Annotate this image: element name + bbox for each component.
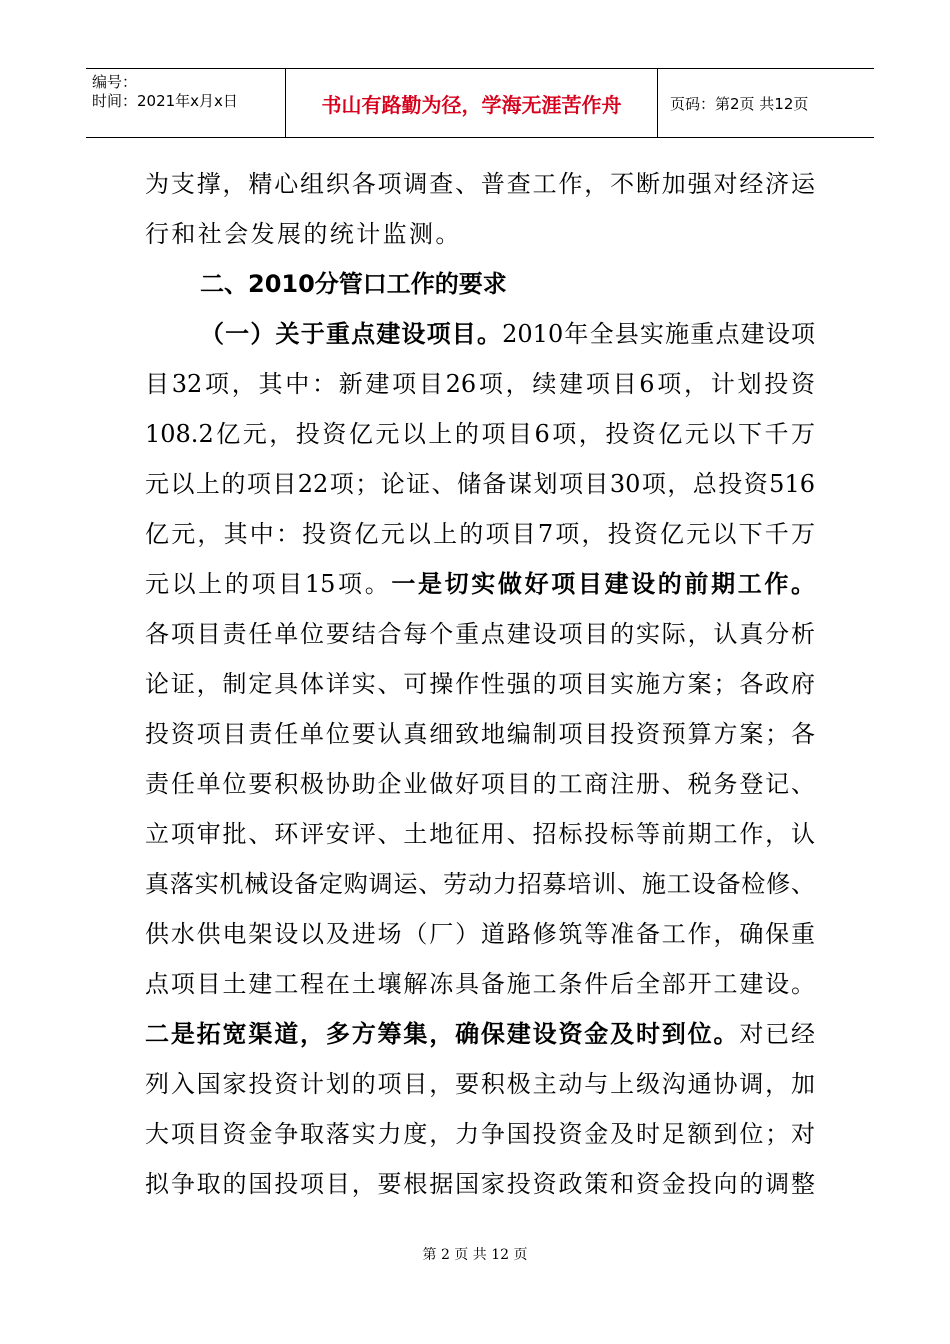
- text-span: 对已经: [739, 1020, 816, 1048]
- bold-point: 一是切实做好项目建设的前期工作。: [391, 570, 816, 598]
- text-span: 2010年全县实施重点建设项: [502, 320, 816, 348]
- text-line: [200, 318, 815, 350]
- text-line: 元以上的项目22项；论证、储备谋划项目30项，总投资516: [145, 470, 815, 498]
- text-line: 真落实机械设备定购调运、劳动力招募培训、施工设备检修、: [145, 870, 815, 898]
- text-line: 各项目责任单位要结合每个重点建设项目的实际，认真分析: [145, 620, 815, 648]
- section-heading: 二、2010分管口工作的要求: [200, 270, 507, 298]
- text-line: [145, 1018, 815, 1050]
- header-number-label: 编号：: [92, 73, 138, 91]
- header-page-label: 页码：第2页 共12页: [670, 94, 809, 113]
- text-span: 元以上的项目15项。: [145, 570, 392, 598]
- text-line: 目32项，其中：新建项目26项，续建项目6项，计划投资: [145, 370, 815, 398]
- header-date-label: 时间：2021年x月x日: [92, 92, 238, 110]
- text-line: 亿元，其中：投资亿元以上的项目7项，投资亿元以下千万: [145, 520, 815, 548]
- text-line: 拟争取的国投项目，要根据国家投资政策和资金投向的调整: [145, 1170, 815, 1198]
- text-line: [145, 568, 815, 600]
- text-line: 立项审批、环评安评、土地征用、招标投标等前期工作，认: [145, 820, 815, 848]
- text-line: 供水供电架设以及进场（厂）道路修筑等准备工作，确保重: [145, 920, 815, 948]
- text-line: 108.2亿元，投资亿元以上的项目6项，投资亿元以下千万: [145, 420, 815, 448]
- subsection-title: （一）关于重点建设项目。: [200, 320, 503, 348]
- document-header: [86, 68, 874, 138]
- text-line: 投资项目责任单位要认真细致地编制项目投资预算方案；各: [145, 720, 815, 748]
- text-line: 论证，制定具体详实、可操作性强的项目实施方案；各政府: [145, 670, 815, 698]
- bold-point: 二是拓宽渠道，多方筹集，确保建设资金及时到位。: [145, 1020, 740, 1048]
- header-slogan: 书山有路勤为径，学海无涯苦作舟: [286, 69, 658, 137]
- text-line: 点项目土建工程在土壤解冻具备施工条件后全部开工建设。: [145, 970, 815, 998]
- page-footer: 第 2 页 共 12 页: [422, 1247, 528, 1263]
- text-line: 列入国家投资计划的项目，要积极主动与上级沟通协调，加: [145, 1070, 815, 1098]
- text-line: 行和社会发展的统计监测。: [145, 220, 462, 248]
- text-line: 大项目资金争取落实力度，力争国投资金及时足额到位；对: [145, 1120, 815, 1148]
- header-meta-cell: [86, 69, 286, 137]
- text-line: 为支撑，精心组织各项调查、普查工作，不断加强对经济运: [145, 170, 815, 198]
- text-line: 责任单位要积极协助企业做好项目的工商注册、税务登记、: [145, 770, 815, 798]
